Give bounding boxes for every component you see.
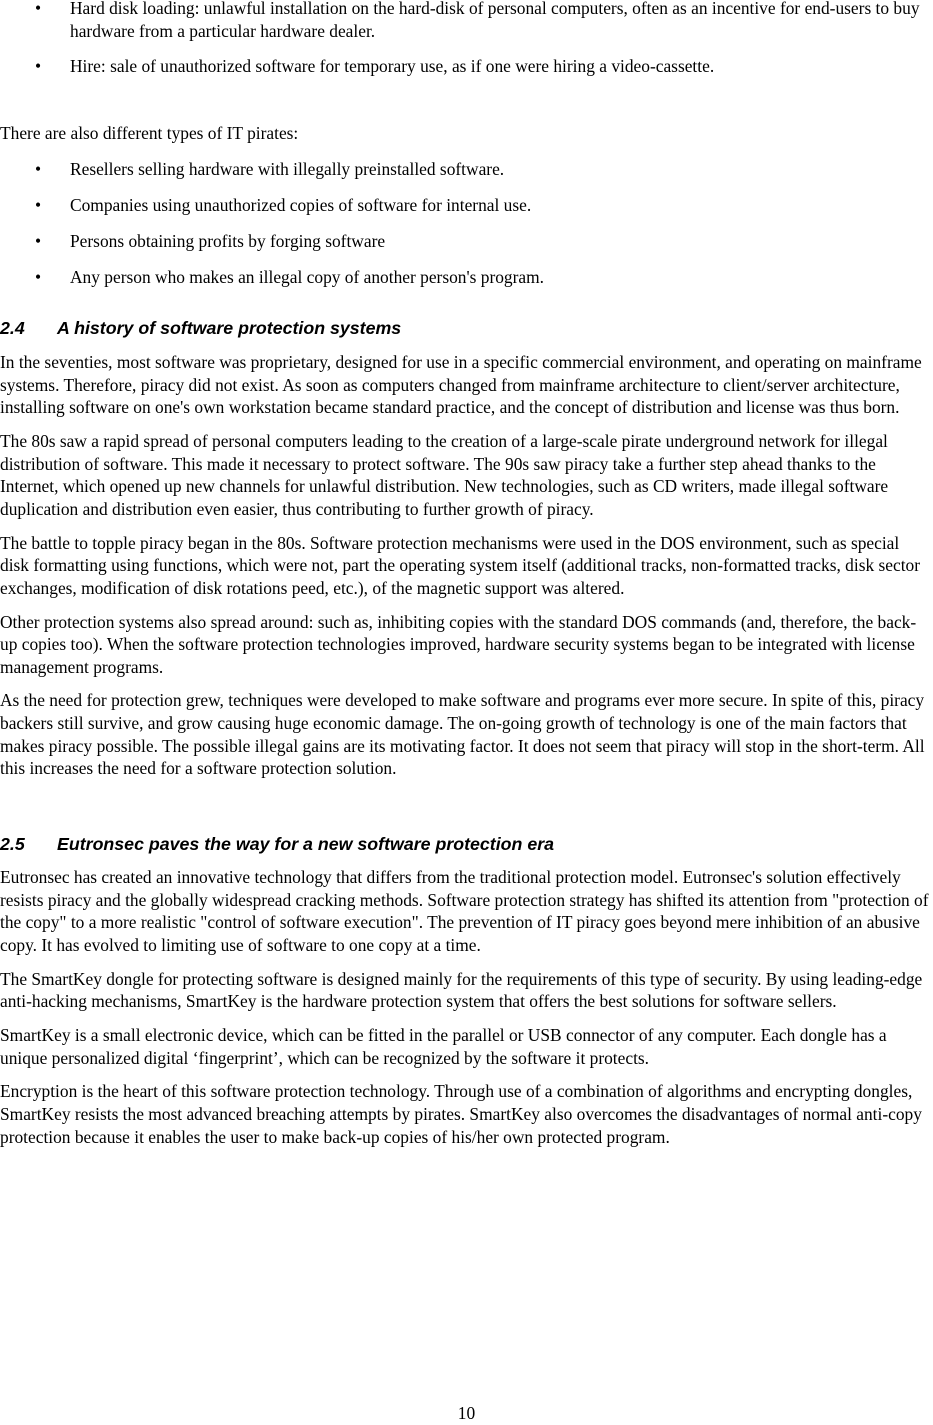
paragraph: The battle to topple piracy began in the 80s. Software protection mechanisms were used in the DOS environment, such as special disk formatting using functions, which were not, part the operating system itself (additional tracks, non-formatted tracks, disk sector exchanges, modification of disk rotations peed, etc.), of the magnetic support was altered. (0, 532, 921, 598)
section-number: 2.5 (0, 834, 25, 854)
list-item-text: Any person who makes an illegal copy of another person's program. (70, 266, 545, 287)
pirate-bullet-list (0, 158, 933, 288)
section-number: 2.4 (0, 318, 25, 338)
section-title: A history of software protection systems (57, 318, 402, 338)
pirates-intro: There are also different types of IT pirates: (0, 123, 299, 143)
page-number: 10 (457, 1403, 476, 1423)
bullet-icon: • (34, 194, 42, 215)
bullet-icon: • (34, 159, 42, 179)
paragraph: Eutronsec has created an innovative technology that differs from the traditional protection model. Eutronsec's solution effectively resists piracy and the globally widespread cracking methods. Software protection strategy has shifted its attention from "protection of the copy" to a more realistic "control of software execution". The prevention of IT piracy goes beyond mere inhibition of an abusive copy. It has evolved to limiting use of software to one copy at a time. (0, 867, 929, 955)
list-item (0, 230, 933, 253)
section-2-4-heading (0, 317, 930, 339)
section-title: Eutronsec paves the way for a new software protection era (57, 834, 555, 854)
list-item (0, 0, 933, 42)
paragraph: SmartKey is a small electronic device, which can be fitted in the parallel or USB connector of any computer. Each dongle has a unique personalized digital ‘fingerprint’, which can be recognized by the software it protects. (0, 1024, 887, 1068)
paragraph: As the need for protection grew, techniques were developed to make software and programs ever more secure. In spite of this, piracy backers still survive, and grow causing huge economic damage. The on-going growth of technology is one of the main factors that makes piracy possible. The possible illegal gains are its motivating factor. It does not seem that piracy will stop in the short-term. All this increases the need for a software protection solution. (0, 690, 925, 779)
paragraph: Other protection systems also spread around: such as, inhibiting copies with the standard DOS commands (and, therefore, the back-up copies too). When the software protection technologies improved, hardware security systems began to be integrated with license management programs. (0, 611, 917, 677)
list-item-text: Resellers selling hardware with illegally preinstalled software. (70, 159, 505, 179)
list-item (0, 55, 933, 78)
list-item-text: Companies using unauthorized copies of software for internal use. (70, 194, 532, 215)
list-item-text: Hire: sale of unauthorized software for temporary use, as if one were hiring a video-cassette. (70, 56, 715, 77)
paragraph: The SmartKey dongle for protecting software is designed mainly for the requirements of this type of security. By using leading-edge anti-hacking mechanisms, SmartKey is the hardware protection system that offers the best solutions for software sellers. (0, 968, 923, 1012)
bullet-icon: • (34, 230, 42, 251)
list-item (0, 266, 933, 289)
bullet-icon: • (34, 266, 42, 287)
list-item-text: Hard disk loading: unlawful installation on the hard-disk of personal computers, often as an incentive for end-users to buy hardware from a particular hardware dealer. (70, 0, 920, 41)
section-2-4-body (0, 351, 933, 791)
list-item (0, 158, 933, 181)
paragraph: Encryption is the heart of this software protection technology. Through use of a combination of algorithms and encrypting dongles, SmartKey resists the most advanced breaching attempts by pirates. SmartKey also overcomes the disadvantages of normal anti-copy protection because it enables the user to make back-up copies of his/her own protected program. (0, 1081, 922, 1147)
list-item (0, 194, 933, 217)
bullet-icon: • (34, 0, 42, 18)
list-item-text: Persons obtaining profits by forging software (70, 230, 386, 251)
top-bullet-list (0, 0, 933, 78)
paragraph: The 80s saw a rapid spread of personal computers leading to the creation of a large-scale pirate underground network for illegal distribution of software. This made it necessary to protect software. The 90s saw piracy take a further step ahead thanks to the Internet, which opened up new channels for unlawful distribution. New technologies, such as CD writers, made illegal software duplication and distribution even easier, thus contributing to further growth of piracy. (0, 430, 889, 519)
paragraph: In the seventies, most software was proprietary, designed for use in a specific commercial environment, and operating on mainframe systems. Therefore, piracy did not exist. As soon as computers changed from mainframe architecture to client/server architecture, installing software on one's own workstation became standard practice, and the concept of distribution and license was thus born. (0, 352, 922, 418)
section-2-5-body (0, 866, 933, 1159)
section-2-5-heading (0, 833, 930, 855)
bullet-icon: • (34, 56, 42, 77)
